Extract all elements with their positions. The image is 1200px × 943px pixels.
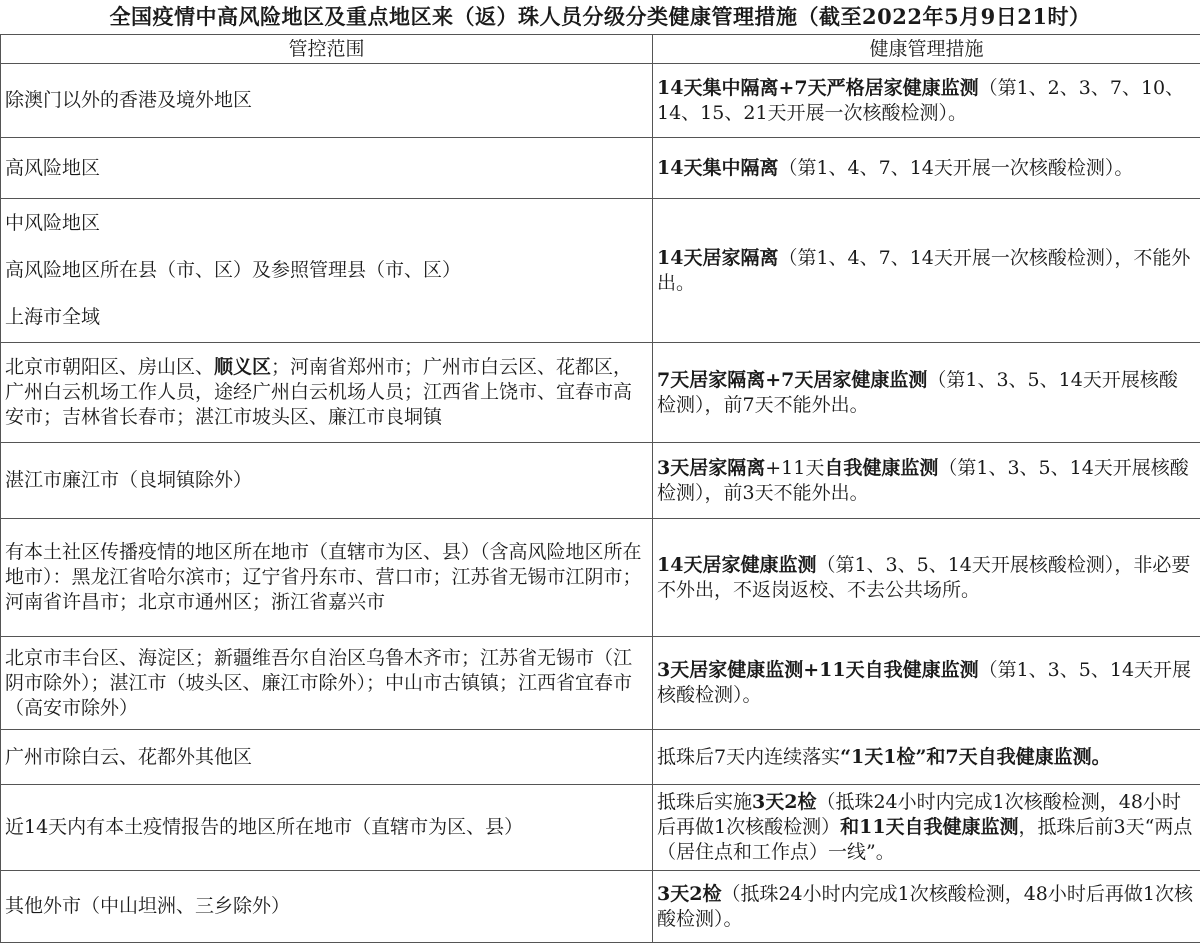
measure-bold: 3天2检 bbox=[752, 791, 816, 813]
measure-bold: 3天2检 bbox=[657, 883, 721, 905]
measure-rest: （第1、3、5、14天开展核酸检测），非必要不外出，不返岗返校、不去公共场所。 bbox=[657, 554, 1190, 601]
measure-cell bbox=[653, 871, 1200, 943]
scope-text-bold: 顺义区 bbox=[214, 356, 271, 378]
document-title: 全国疫情中高风险地区及重点地区来（返）珠人员分级分类健康管理措施（截至2022年5月9日21时） bbox=[0, 0, 1200, 34]
scope-text: 高风险地区所在县（市、区）及参照管理县（市、区） bbox=[5, 247, 648, 294]
measure-rest: （第1、3、5、14天开展核酸检测）。 bbox=[657, 659, 1191, 706]
measure-rest: （第1、3、5、14天开展核酸检测），前7天不能外出。 bbox=[657, 369, 1178, 416]
table-row bbox=[1, 785, 1200, 871]
scope-text: ；河南省郑州市；广州市白云区、花都区，广州白云机场工作人员，途经广州白云机场人员；江西省上饶市、宜春市高安市；吉林省长春市；湛江市坡头区、廉江市良垌镇 bbox=[5, 356, 632, 428]
measure-mid: +11天 bbox=[765, 457, 824, 479]
table-row bbox=[1, 199, 1200, 343]
table-row bbox=[1, 343, 1200, 443]
table-row bbox=[1, 519, 1200, 637]
table-header-row bbox=[1, 35, 1200, 64]
table-row bbox=[1, 64, 1200, 138]
measure-bold-2: 和11天自我健康监测 bbox=[840, 816, 1018, 838]
measure-cell bbox=[653, 443, 1200, 519]
measure-cell bbox=[653, 519, 1200, 637]
table-row bbox=[1, 730, 1200, 785]
measure-bold: 14天居家隔离 bbox=[657, 247, 778, 269]
measure-rest: （第1、4、7、14天开展一次核酸检测）。 bbox=[778, 157, 1133, 179]
scope-cell bbox=[1, 343, 653, 443]
scope-text: 北京市朝阳区、房山区、 bbox=[5, 356, 214, 378]
scope-cell bbox=[1, 785, 653, 871]
table-row bbox=[1, 871, 1200, 943]
measure-rest: ，抵珠后前3天“两点（居住点和工作点）一线”。 bbox=[657, 816, 1192, 863]
scope-text: 近14天内有本土疫情报告的地区所在地市（直辖市为区、县） bbox=[5, 816, 523, 838]
measure-rest: （抵珠24小时内完成1次核酸检测，48小时后再做1次核酸检测）。 bbox=[657, 883, 1193, 930]
scope-cell bbox=[1, 637, 653, 730]
measure-rest: （第1、3、5、14天开展核酸检测），前3天不能外出。 bbox=[657, 457, 1189, 504]
scope-cell bbox=[1, 871, 653, 943]
measure-cell bbox=[653, 730, 1200, 785]
scope-text: 其他外市（中山坦洲、三乡除外） bbox=[5, 895, 290, 917]
measure-bold: 7天居家隔离+7天居家健康监测 bbox=[657, 369, 927, 391]
scope-cell bbox=[1, 730, 653, 785]
scope-text: 除澳门以外的香港及境外地区 bbox=[5, 89, 252, 111]
measure-cell bbox=[653, 138, 1200, 199]
scope-cell bbox=[1, 64, 653, 138]
measure-bold: 14天居家健康监测 bbox=[657, 554, 816, 576]
scope-text: 中风险地区 bbox=[5, 200, 648, 247]
measure-rest: （第1、2、3、7、10、14、15、21天开展一次核酸检测）。 bbox=[657, 77, 1184, 124]
header-measures: 健康管理措施 bbox=[653, 35, 1200, 64]
header-scope: 管控范围 bbox=[1, 35, 653, 64]
scope-text: 北京市丰台区、海淀区；新疆维吾尔自治区乌鲁木齐市；江苏省无锡市（江阴市除外）；湛江市（坡头区、廉江市除外）；中山市古镇镇；江西省宜春市（高安市除外） bbox=[5, 647, 632, 719]
measure-cell bbox=[653, 199, 1200, 343]
measure-bold: 14天集中隔离+7天严格居家健康监测 bbox=[657, 77, 979, 99]
measure-bold: 3天居家隔离 bbox=[657, 457, 765, 479]
measure-cell bbox=[653, 785, 1200, 871]
measure-bold: “1天1检”和7天自我健康监测。 bbox=[840, 746, 1111, 768]
measure-bold: 14天集中隔离 bbox=[657, 157, 778, 179]
scope-text: 广州市除白云、花都外其他区 bbox=[5, 746, 252, 768]
scope-cell bbox=[1, 443, 653, 519]
table-row bbox=[1, 443, 1200, 519]
measure-plain: 抵珠后实施 bbox=[657, 791, 752, 813]
table-row bbox=[1, 637, 1200, 730]
scope-text: 湛江市廉江市（良垌镇除外） bbox=[5, 469, 252, 491]
scope-text: 高风险地区 bbox=[5, 157, 100, 179]
measure-cell bbox=[653, 343, 1200, 443]
measure-rest: （第1、4、7、14天开展一次核酸检测），不能外出。 bbox=[657, 247, 1190, 294]
measure-mid: （抵珠24小时内完成1次核酸检测，48小时后再做1次核酸检测） bbox=[657, 791, 1181, 838]
measure-bold: 3天居家健康监测+11天自我健康监测 bbox=[657, 659, 979, 681]
scope-text: 有本土社区传播疫情的地区所在地市（直辖市为区、县）（含高风险地区所在地市）：黑龙江省哈尔滨市；辽宁省丹东市、营口市；江苏省无锡市江阴市；河南省许昌市；北京市通州区；浙江省嘉兴市 bbox=[5, 541, 642, 613]
scope-text: 上海市全域 bbox=[5, 294, 648, 341]
scope-cell bbox=[1, 199, 653, 343]
scope-cell bbox=[1, 519, 653, 637]
measure-bold-2: 自我健康监测 bbox=[824, 457, 938, 479]
measure-cell bbox=[653, 64, 1200, 138]
measure-cell bbox=[653, 637, 1200, 730]
health-measures-table bbox=[0, 34, 1200, 943]
measure-plain: 抵珠后7天内连续落实 bbox=[657, 746, 840, 768]
scope-cell bbox=[1, 138, 653, 199]
table-row bbox=[1, 138, 1200, 199]
